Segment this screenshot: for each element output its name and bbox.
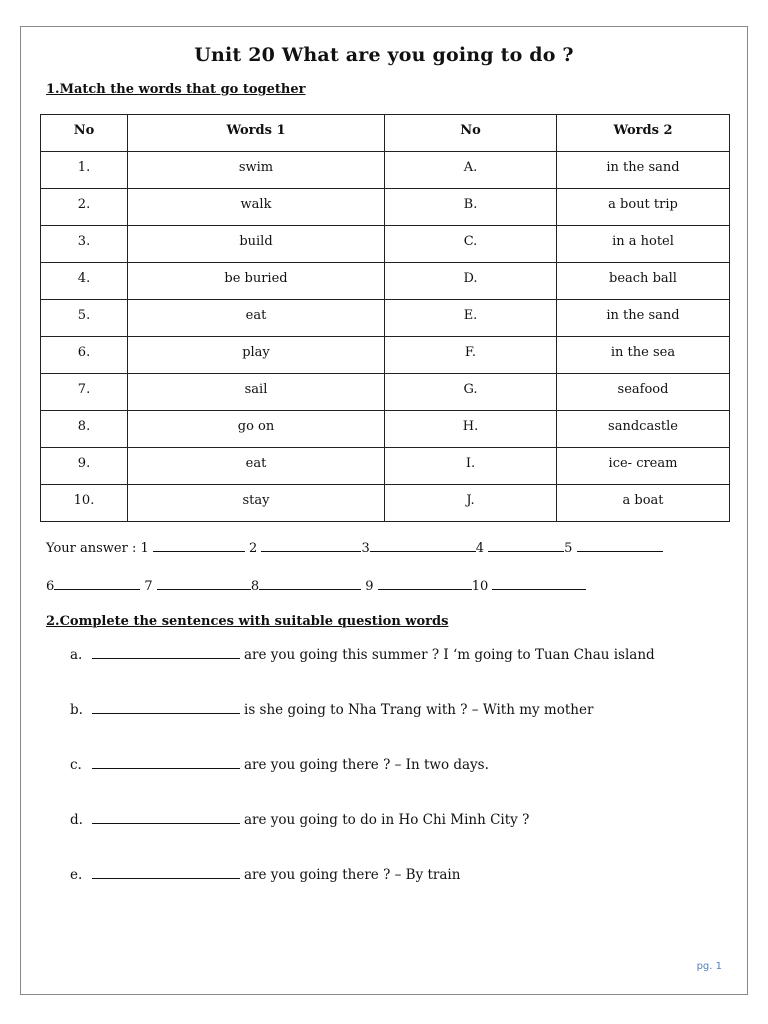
- answer-num-6: 6: [46, 579, 55, 594]
- cell-words-2: in the sand: [557, 300, 730, 337]
- answer-num-7: 7: [144, 579, 153, 594]
- question-label: e.: [70, 867, 83, 883]
- table-row: [41, 485, 730, 522]
- answer-num-10: 10: [471, 579, 489, 594]
- table-row: [41, 152, 730, 189]
- cell-no-1: 3.: [41, 226, 128, 263]
- cell-no-1: 1.: [41, 152, 128, 189]
- cell-no-2: B.: [385, 189, 557, 226]
- cell-no-2: E.: [385, 300, 557, 337]
- answer-blank-1[interactable]: [153, 538, 245, 552]
- match-table-body: [41, 152, 730, 522]
- answer-num-1: 1: [140, 541, 149, 556]
- cell-no-2: C.: [385, 226, 557, 263]
- table-row: [41, 448, 730, 485]
- question-a: [70, 646, 655, 663]
- cell-words-2: a bout trip: [557, 189, 730, 226]
- cell-words-1: walk: [128, 189, 385, 226]
- question-text: is she going to Nha Trang with ? – With my mother: [244, 702, 594, 718]
- cell-words-2: seafood: [557, 374, 730, 411]
- table-row: [41, 226, 730, 263]
- answer-blank-4[interactable]: [488, 538, 564, 552]
- question-e: [70, 866, 460, 883]
- cell-words-2: a boat: [557, 485, 730, 522]
- question-text: are you going to do in Ho Chi Minh City ?: [244, 812, 530, 828]
- cell-no-2: G.: [385, 374, 557, 411]
- question-label: d.: [70, 812, 83, 828]
- cell-no-1: 8.: [41, 411, 128, 448]
- cell-no-2: I.: [385, 448, 557, 485]
- cell-no-2: J.: [385, 485, 557, 522]
- question-blank[interactable]: [92, 756, 240, 769]
- question-b: [70, 701, 593, 718]
- question-label: c.: [70, 757, 82, 773]
- cell-words-1: play: [128, 337, 385, 374]
- cell-words-1: go on: [128, 411, 385, 448]
- page-title: Unit 20 What are you going to do ?: [194, 44, 574, 66]
- cell-words-2: ice- cream: [557, 448, 730, 485]
- question-label: b.: [70, 702, 83, 718]
- question-text: are you going this summer ? I ‘m going to Tuan Chau island: [244, 647, 655, 663]
- cell-words-2: beach ball: [557, 263, 730, 300]
- cell-no-1: 5.: [41, 300, 128, 337]
- cell-words-1: swim: [128, 152, 385, 189]
- answer-num-4: 4: [475, 541, 485, 556]
- answer-num-9: 9: [365, 579, 374, 594]
- answer-num-2: 2: [249, 541, 258, 556]
- table-row: [41, 263, 730, 300]
- header-words-1: Words 1: [128, 115, 385, 152]
- question-blank[interactable]: [92, 701, 240, 714]
- cell-words-1: stay: [128, 485, 385, 522]
- cell-no-1: 10.: [41, 485, 128, 522]
- question-blank[interactable]: [92, 866, 240, 879]
- cell-no-1: 6.: [41, 337, 128, 374]
- cell-words-2: in a hotel: [557, 226, 730, 263]
- header-no-1: No: [41, 115, 128, 152]
- question-text: are you going there ? – In two days.: [244, 757, 489, 773]
- answer-blank-6[interactable]: [54, 576, 140, 590]
- match-table: [40, 114, 730, 522]
- answer-blank-5[interactable]: [577, 538, 663, 552]
- table-row: [41, 300, 730, 337]
- answer-line-1: [46, 538, 663, 556]
- answer-num-5: 5: [564, 541, 573, 556]
- cell-words-1: eat: [128, 448, 385, 485]
- cell-no-1: 2.: [41, 189, 128, 226]
- cell-words-2: in the sea: [557, 337, 730, 374]
- answer-blank-9[interactable]: [378, 576, 472, 590]
- cell-no-1: 4.: [41, 263, 128, 300]
- cell-words-1: be buried: [128, 263, 385, 300]
- cell-words-1: sail: [128, 374, 385, 411]
- cell-no-2: A.: [385, 152, 557, 189]
- question-blank[interactable]: [92, 811, 240, 824]
- cell-words-1: build: [128, 226, 385, 263]
- answer-line-2: [46, 576, 586, 594]
- table-row: [41, 337, 730, 374]
- answer-blank-7[interactable]: [157, 576, 251, 590]
- answer-blank-3[interactable]: [370, 538, 476, 552]
- page-number: pg. 1: [696, 961, 722, 972]
- question-text: are you going there ? – By train: [244, 867, 461, 883]
- answer-label: Your answer :: [46, 541, 141, 556]
- section-2-heading: 2.Complete the sentences with suitable question words: [46, 614, 449, 629]
- cell-no-2: D.: [385, 263, 557, 300]
- cell-no-2: F.: [385, 337, 557, 374]
- table-row: [41, 411, 730, 448]
- table-header-row: [41, 115, 730, 152]
- cell-words-1: eat: [128, 300, 385, 337]
- cell-words-2: sandcastle: [557, 411, 730, 448]
- table-row: [41, 374, 730, 411]
- section-1-heading: 1.Match the words that go together: [46, 82, 306, 97]
- question-d: [70, 811, 529, 828]
- header-words-2: Words 2: [557, 115, 730, 152]
- cell-no-1: 7.: [41, 374, 128, 411]
- answer-blank-8[interactable]: [259, 576, 361, 590]
- table-row: [41, 189, 730, 226]
- question-c: [70, 756, 489, 773]
- cell-no-2: H.: [385, 411, 557, 448]
- answer-num-8: 8: [250, 579, 260, 594]
- answer-num-3: 3: [361, 541, 370, 556]
- question-blank[interactable]: [92, 646, 240, 659]
- question-label: a.: [70, 647, 83, 663]
- answer-blank-10[interactable]: [492, 576, 586, 590]
- header-no-2: No: [385, 115, 557, 152]
- cell-no-1: 9.: [41, 448, 128, 485]
- answer-blank-2[interactable]: [261, 538, 361, 552]
- cell-words-2: in the sand: [557, 152, 730, 189]
